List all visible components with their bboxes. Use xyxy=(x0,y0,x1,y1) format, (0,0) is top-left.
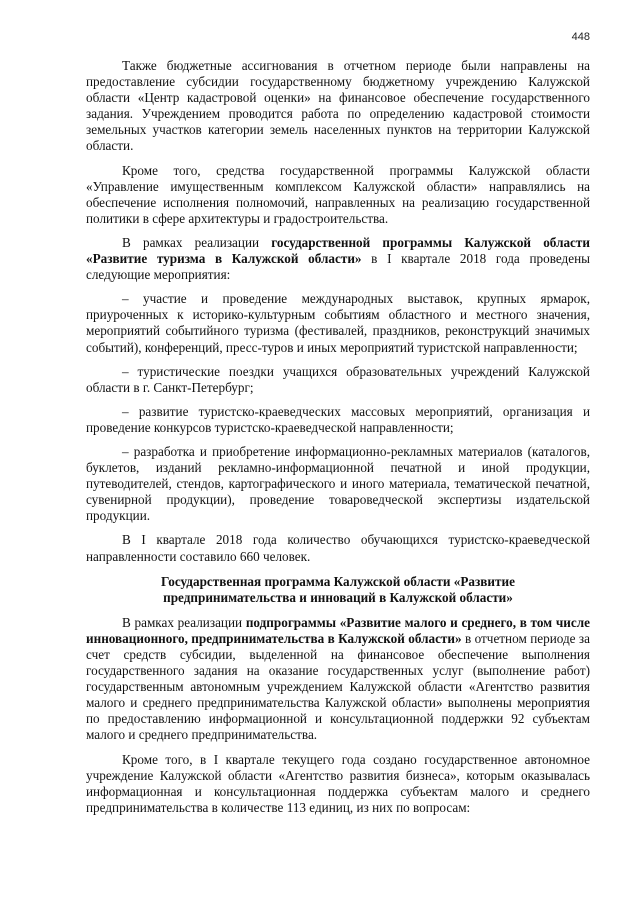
paragraph-students-count: В I квартале 2018 года количество обучающихся туристско-краеведческой направленности составило 660 человек. xyxy=(86,532,590,564)
list-item-exhibitions: – участие и проведение международных выставок, крупных ярмарок, приуроченных к историко-культурным событиям областного и местного значения, мероприятий событийного туризма (фестивалей, праздников, реконструкций значимых событий), конференций, пресс-туров и иных мероприятий туристской направленности; xyxy=(86,291,590,355)
tourism-intro-text: В рамках реализации xyxy=(122,234,272,250)
page-number: 448 xyxy=(571,31,590,43)
paragraph-cadastral-valuation: Также бюджетные ассигнования в отчетном периоде были направлены на предоставление субсидии государственному бюджетному учреждению Калужской области «Центр кадастровой оценки» на финансовое обеспечение государственного задания. Учреждением проводится работа по определению кадастровой стоимости земельных участков категории земель населенных пунктов на территории Калужской области. xyxy=(86,58,590,154)
paragraph-business-agency: Кроме того, в I квартале текущего года создано государственное автономное учреждение Калужской области «Агентство развития бизнеса», которым оказывалась информационная и консультационная поддержка субъектам малого и среднего предпринимательства в количестве 113 единиц, из них по вопросам: xyxy=(86,751,590,815)
list-item-local-history-events: – развитие туристско-краеведческих массовых мероприятий, организация и проведение конкурсов туристско-краеведческой направленности; xyxy=(86,403,590,435)
section-heading-line-2: предпринимательства и инноваций в Калужской области» xyxy=(163,589,513,605)
section-heading-line-1: Государственная программа Калужской области «Развитие xyxy=(161,573,515,589)
tourism-program-title: государственной программы Калужской области «Развитие туризма в Калужской области» xyxy=(86,234,590,267)
list-item-advertising-materials: – разработка и приобретение информационно-рекламных материалов (каталогов, буклетов, изданий рекламно-информационной печатной и иной продукции, путеводителей, стендов, картографического и иного материала, тематической печатной, сувенирной продукции), проведение товароведческой экспертизы издательской продукции. xyxy=(86,443,590,524)
section-heading xyxy=(86,574,590,606)
subprogram-title: подпрограммы «Развитие малого и среднего, в том числе инновационного, предпринимательства в Калужской области» xyxy=(86,614,590,646)
list-item-school-trips: – туристические поездки учащихся образовательных учреждений Калужской области в г. Санкт-Петербург; xyxy=(86,363,590,395)
subprogram-body-text: в отчетном периоде за счет средств субсидии, выделенной на финансовое обеспечение выполнения государственного задания на оказание государственных услуг (выполнение работ) государственным автономным учреждением Калужской области «Агентство развития малого и среднего предпринимательства Калужской области» выполнены мероприятия по предоставлению информационной и консультационной поддержки 92 субъектам малого и среднего предпринимательства. xyxy=(86,630,590,743)
tourism-intro-suffix: в I квартале 2018 года проведены следующие мероприятия: xyxy=(86,251,591,283)
paragraph-property-program: Кроме того, средства государственной программы Калужской области «Управление имущественным комплексом Калужской области» направлялись на обеспечение исполнения полномочий, направленных на реализацию государственной политики в сфере архитектуры и градостроительства. xyxy=(86,162,590,226)
subprogram-intro-text: В рамках реализации xyxy=(122,614,246,630)
paragraph-tourism-program xyxy=(86,235,590,283)
paragraph-small-business-subprogram xyxy=(86,615,590,744)
document-body xyxy=(86,58,590,824)
